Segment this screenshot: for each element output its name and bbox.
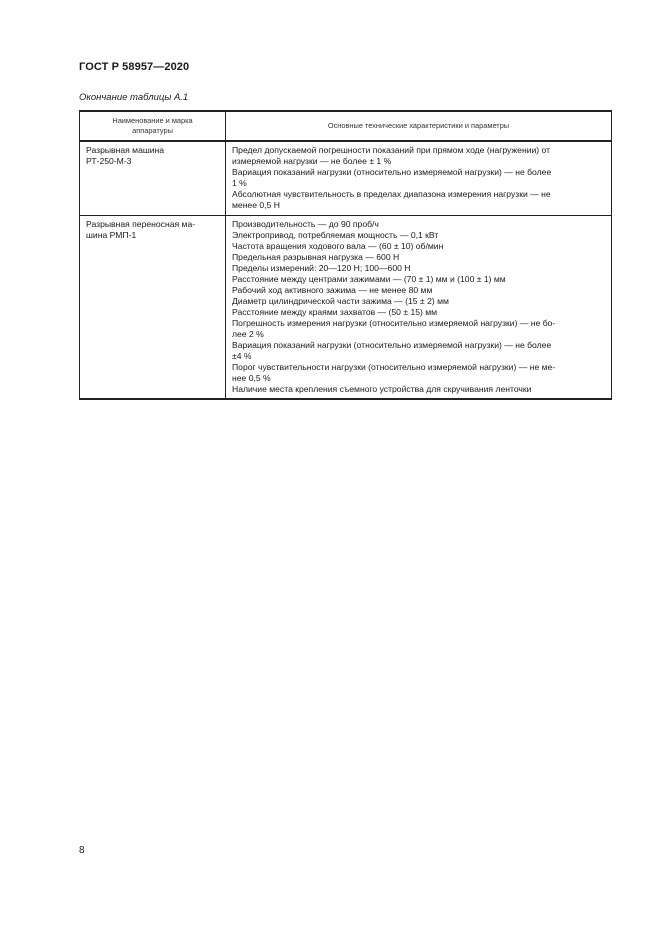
cell-text-line: 1 % (232, 178, 247, 188)
cell-text-line: Диаметр цилиндрической части зажима — (15 ± 2) мм (232, 296, 449, 306)
cell-text-line: Рабочий ход активного зажима — не менее 80 мм (232, 285, 433, 295)
cell-text-line: Порог чувствительности нагрузки (относительно измеряемой нагрузки) — не ме- (232, 362, 556, 372)
equipment-name-cell (80, 141, 226, 216)
header-characteristics (226, 111, 612, 141)
cell-text-line: Расстояние между краями захватов — (50 ± 15) мм (232, 307, 438, 317)
cell-text-line: Предел допускаемой погрешности показаний при прямом ходе (нагружении) от (232, 145, 551, 155)
spec-table (79, 110, 612, 400)
header-text-line: Основные технические характеристики и параметры (327, 121, 510, 130)
characteristics-cell (226, 141, 612, 216)
characteristics-cell (226, 216, 612, 400)
cell-text-line: РТ-250-М-3 (86, 156, 132, 166)
cell-text-line: Производительность — до 90 проб/ч (232, 219, 379, 229)
table-header-row (80, 111, 612, 141)
cell-text-line: Предельная разрывная нагрузка — 600 Н (232, 252, 400, 262)
header-text-line: аппаратуры (132, 126, 173, 135)
cell-text-line: измеряемой нагрузки — не более ± 1 % (232, 156, 392, 166)
table-row (80, 141, 612, 216)
header-text-line: Наименование и марка (112, 116, 193, 125)
cell-text-line: нее 0,5 % (232, 373, 271, 383)
cell-text-line: Погрешность измерения нагрузки (относительно измеряемой нагрузки) — не бо- (232, 318, 556, 328)
cell-text-line: Пределы измерений: 20—120 Н; 100—600 Н (232, 263, 411, 273)
equipment-name-cell (80, 216, 226, 400)
cell-text-line: лее 2 % (232, 329, 264, 339)
cell-text-line: Наличие места крепления съемного устройства для скручивания ленточки (232, 384, 532, 394)
cell-text-line: Частота вращения ходового вала — (60 ± 10) об/мин (232, 241, 444, 251)
cell-text-line: менее 0,5 Н (232, 200, 280, 210)
cell-text-line: Разрывная машина (86, 145, 165, 155)
header-equipment-name (80, 111, 226, 141)
cell-text-line: ±4 % (232, 351, 252, 361)
cell-text-line: Вариация показаний нагрузки (относительно измеряемой нагрузки) — не более (232, 167, 552, 177)
cell-text-line: Разрывная переносная ма- (86, 219, 196, 229)
cell-text-line: Расстояние между центрами зажимами — (70 ± 1) мм и (100 ± 1) мм (232, 274, 506, 284)
table-caption: Окончание таблицы А.1 (79, 92, 189, 103)
cell-text-line: Вариация показаний нагрузки (относительно измеряемой нагрузки) — не более (232, 340, 552, 350)
cell-text-line: Электропривод, потребляемая мощность — 0,1 кВт (232, 230, 439, 240)
table-row (80, 216, 612, 400)
cell-text-line: Абсолютная чувствительность в пределах диапазона измерения нагрузки — не (232, 189, 551, 199)
page-number: 8 (79, 845, 85, 856)
document-id: ГОСТ Р 58957—2020 (79, 61, 190, 73)
cell-text-line: шина РМП-1 (86, 230, 137, 240)
